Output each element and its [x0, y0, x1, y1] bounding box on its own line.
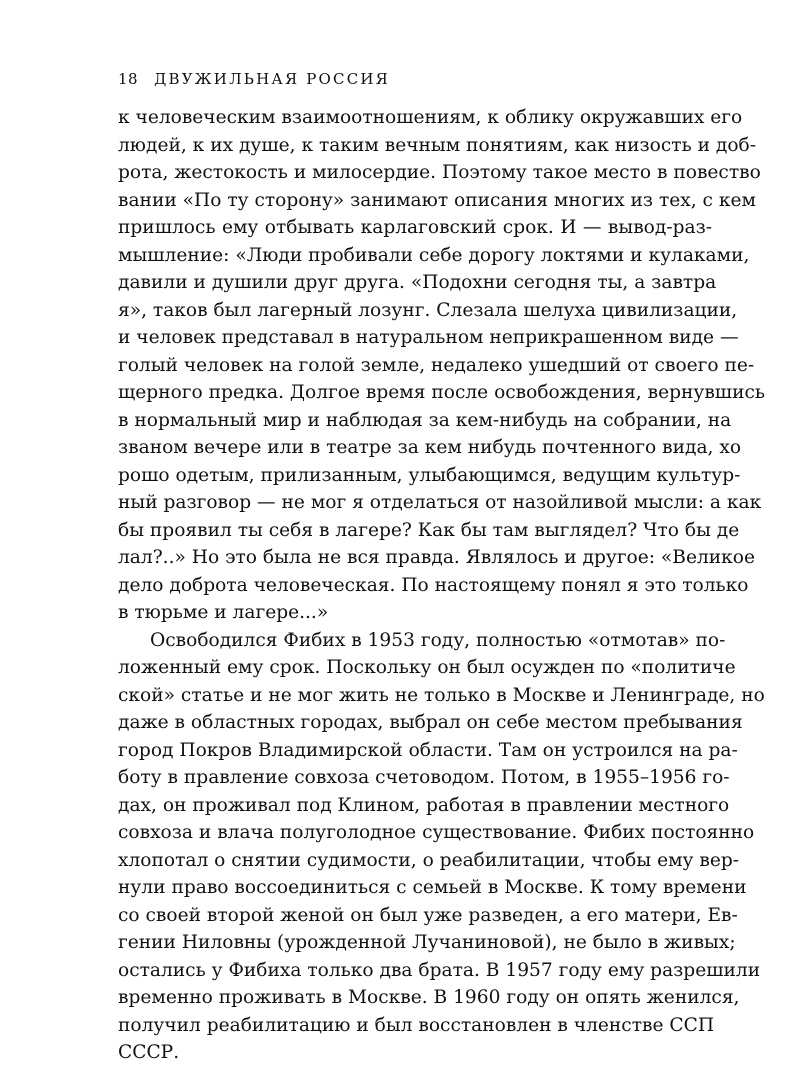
text-line: СССР.: [118, 1042, 180, 1063]
text-line: мышление: «Люди пробивали себе дорогу локтями и кулаками,: [118, 244, 750, 266]
text-line: получил реабилитацию и был восстановлен в членстве ССП: [118, 1014, 715, 1036]
text-line: людей, к их душе, к таким вечным понятиям, как низость и доб-: [118, 134, 757, 156]
text-line: и человек представал в натуральном неприкрашенном виде —: [118, 327, 739, 348]
text-line: временно проживать в Москве. В 1960 году он опять женился,: [118, 987, 740, 1008]
book-page: [118, 70, 766, 1067]
text-line: ской» статье и не мог жить не только в Москве и Ленинграде, но: [118, 684, 765, 706]
running-head: [118, 70, 712, 98]
text-line: Освободился Фибих в 1953 году, полностью «отмотав» по-: [150, 629, 726, 651]
text-line: голый человек на голой земле, недалеко ушедший от своего пе-: [118, 354, 755, 376]
text-line: вании «По ту сторону» занимают описания многих из тех, с кем: [118, 189, 756, 211]
paragraph: [118, 627, 765, 1067]
text-line: щерного предка. Долгое время после освобождения, вернувшись: [118, 382, 766, 403]
text-line: дах, он проживал под Клином, работая в правлении местного: [118, 794, 730, 816]
text-line: даже в областных городах, выбрал он себе местом пребывания: [118, 712, 743, 733]
text-line: гении Ниловны (урожденной Лучаниновой), не было в живых;: [118, 932, 736, 953]
text-line: пришлось ему отбывать карлаговский срок. И — вывод-раз-: [118, 217, 712, 238]
text-line: я», таков был лагерный лозунг. Слезала шелуха цивилизации,: [118, 299, 738, 321]
text-line: дело доброта человеческая. По настоящему понял я это только: [118, 574, 749, 596]
page-number: 18: [118, 70, 139, 88]
text-line: лал?..» Но это была не вся правда. Являлось и другое: «Великое: [118, 547, 755, 568]
book-title: ДВУЖИЛЬНАЯ РОССИЯ: [154, 70, 390, 88]
text-line: рота, жестокость и милосердие. Поэтому такое место в повество: [118, 162, 761, 183]
text-line: ложенный ему срок. Поскольку он был осужден по «политиче: [118, 657, 736, 678]
body-text: [118, 104, 766, 1067]
text-line: нули право воссоединиться с семьей в Москве. К тому времени: [118, 877, 747, 898]
text-line: в нормальный мир и наблюдая за кем-нибудь на собрании, на: [118, 409, 732, 431]
text-line: город Покров Владимирской области. Там он устроился на ра-: [118, 739, 738, 761]
text-line: совхоза и влача полуголодное существование. Фибих постоянно: [118, 822, 755, 843]
text-line: бы проявил ты себя в лагере? Как бы там выглядел? Что бы де: [118, 519, 740, 541]
text-line: остались у Фибиха только два брата. В 1957 году ему разрешили: [118, 959, 761, 981]
text-line: званом вечере или в театре за кем нибудь почтенного вида, хо: [118, 437, 742, 458]
text-line: со своей второй женой он был уже разведен, а его матери, Ев-: [118, 904, 738, 926]
text-line: боту в правление совхоза счетоводом. Потом, в 1955–1956 го-: [118, 767, 730, 788]
text-line: хлопотал о снятии судимости, о реабилитации, чтобы ему вер-: [118, 849, 740, 871]
text-line: в тюрьме и лагере...»: [118, 602, 329, 623]
text-line: рошо одетым, прилизанным, улыбающимся, ведущим культур-: [118, 464, 741, 486]
text-line: ный разговор — не мог я отделаться от назойливой мысли: а как: [118, 492, 762, 513]
text-line: к человеческим взаимоотношениям, к облику окружавших его: [118, 107, 743, 128]
text-line: давили и душили друг друга. «Подохни сегодня ты, а завтра: [118, 272, 717, 293]
paragraph: [118, 104, 766, 627]
